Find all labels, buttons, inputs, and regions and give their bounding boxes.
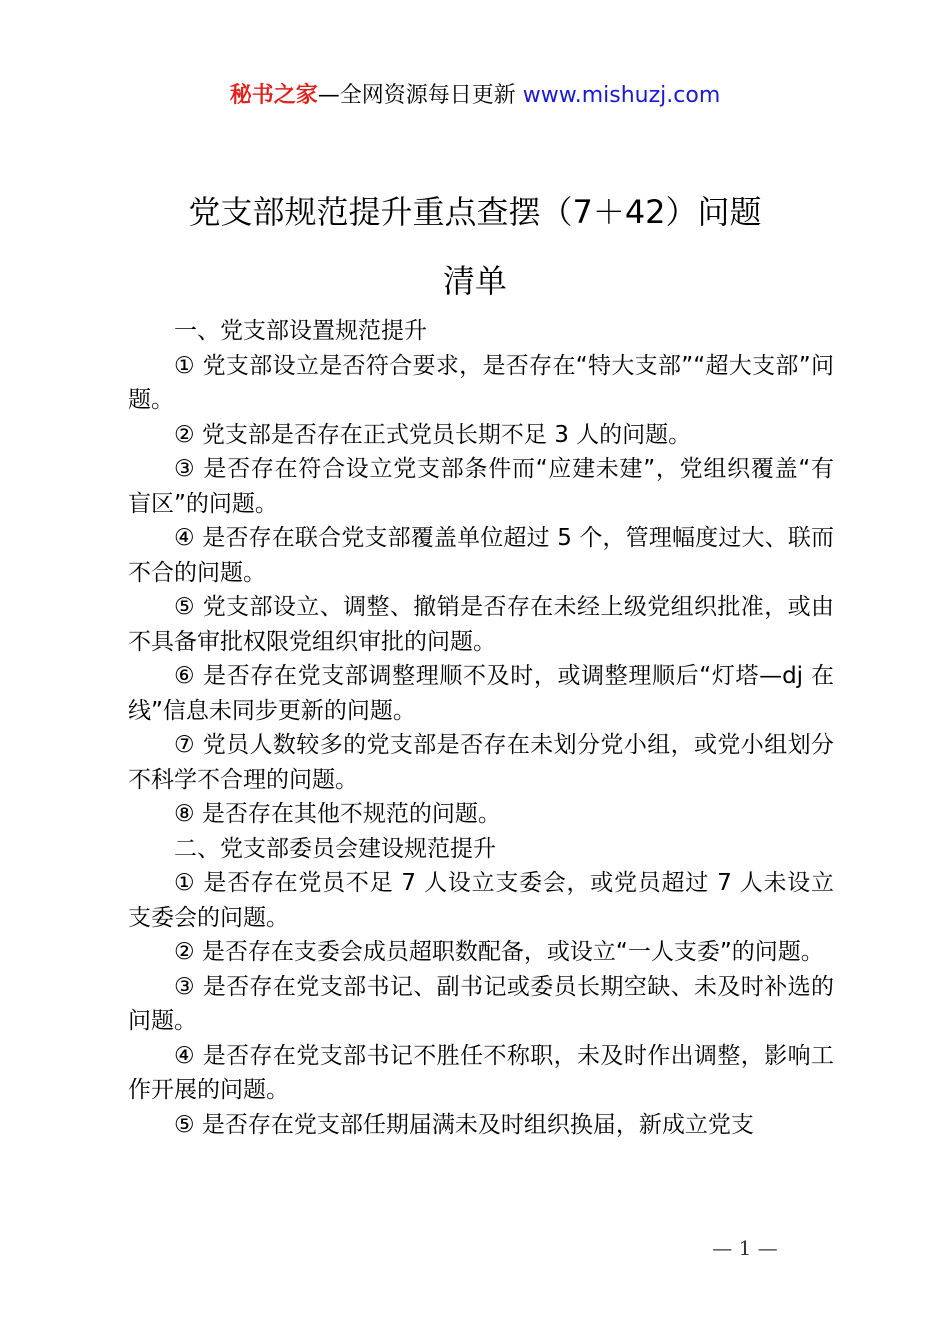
header-tagline: —全网资源每日更新 xyxy=(317,83,516,108)
list-item: ③ 是否存在符合设立党支部条件而“应建未建”，党组织覆盖“有盲区”的问题。 xyxy=(128,456,834,517)
list-item: ④ 是否存在党支部书记不胜任不称职，未及时作出调整，影响工作开展的问题。 xyxy=(128,1042,834,1103)
list-item: ⑤ 是否存在党支部任期届满未及时组织换届，新成立党支 xyxy=(174,1111,754,1138)
document-title-line-2: 清单 xyxy=(442,262,507,300)
list-item: ① 党支部设立是否符合要求，是否存在“特大支部”“超大支部”问题。 xyxy=(128,352,834,413)
list-item: ① 是否存在党员不足 7 人设立支委会，或党员超过 7 人未设立支委会的问题。 xyxy=(128,870,834,931)
list-item: ② 是否存在支委会成员超职数配备，或设立“一人支委”的问题。 xyxy=(174,939,824,965)
list-item: ⑤ 党支部设立、调整、撤销是否存在未经上级党组织批准，或由不具备审批权限党组织审批的问题。 xyxy=(128,594,834,655)
list-item: ③ 是否存在党支部书记、副书记或委员长期空缺、未及时补选的问题。 xyxy=(128,973,834,1034)
list-item: ④ 是否存在联合党支部覆盖单位超过 5 个，管理幅度过大、联而不合的问题。 xyxy=(128,525,834,586)
document-body xyxy=(128,314,834,1142)
brand-name: 秘书之家 xyxy=(229,83,318,108)
document-title-line-1: 党支部规范提升重点查摆（7＋42）问题 xyxy=(188,193,762,231)
site-url-link[interactable]: www.mishuzj.com xyxy=(522,83,721,108)
list-item: ⑧ 是否存在其他不规范的问题。 xyxy=(174,801,501,827)
section-heading-2: 二、党支部委员会建设规范提升 xyxy=(174,835,496,862)
list-item: ⑥ 是否存在党支部调整理顺不及时，或调整理顺后“灯塔—dj 在线”信息未同步更新的问题。 xyxy=(128,663,834,724)
page-number: — 1 — xyxy=(712,1236,778,1260)
list-item: ② 党支部是否存在正式党员长期不足 3 人的问题。 xyxy=(174,421,692,448)
section-heading-1: 一、党支部设置规范提升 xyxy=(174,318,427,344)
site-header xyxy=(0,80,950,112)
list-item: ⑦ 党员人数较多的党支部是否存在未划分党小组，或党小组划分不科学不合理的问题。 xyxy=(128,732,834,793)
